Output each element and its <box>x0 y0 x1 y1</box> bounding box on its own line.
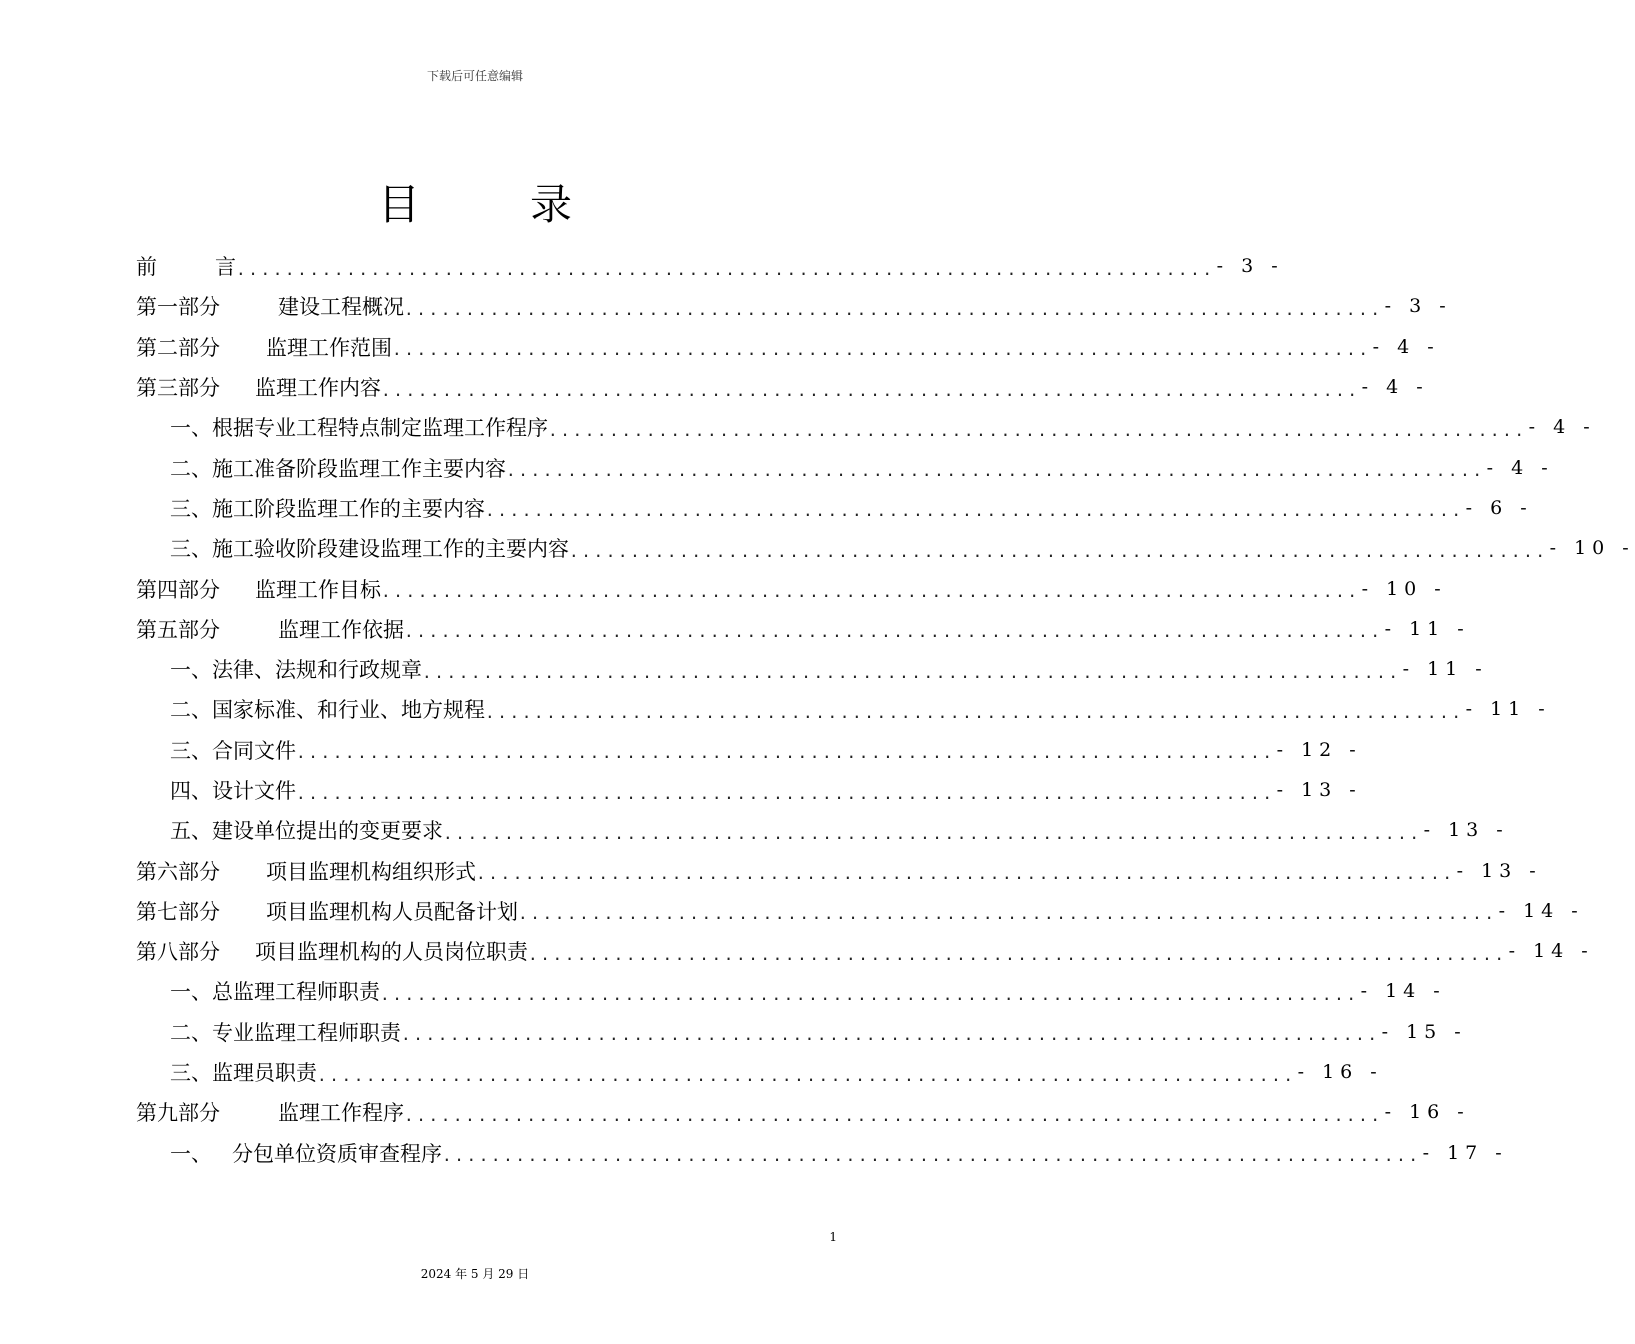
toc-entry-number: 第五部分 <box>136 617 220 642</box>
toc-entry-title: 监理工作目标 <box>255 577 381 602</box>
table-of-contents <box>136 246 1635 1173</box>
toc-entry-number: 第四部分 <box>136 577 220 602</box>
toc-leader-dots: ................................................................................ <box>569 541 1548 561</box>
toc-entry[interactable] <box>136 689 1551 729</box>
toc-entry-page: - 6 - <box>1465 496 1533 519</box>
toc-entry-page: - 10 - <box>1361 577 1447 600</box>
toc-entry[interactable] <box>136 568 1447 608</box>
toc-entry-number: 前 <box>136 255 157 280</box>
title-char-1: 目 <box>377 180 420 229</box>
toc-leader-dots: ................................................................................ <box>296 783 1275 803</box>
toc-entry-number: 第一部分 <box>136 295 220 320</box>
toc-entry-title: 专业监理工程师职责 <box>212 1020 401 1045</box>
toc-entry-page: - 13 - <box>1423 819 1509 842</box>
toc-entry-number: 五、 <box>170 819 212 844</box>
toc-entry-page: - 15 - <box>1381 1020 1467 1043</box>
toc-entry-number: 第六部分 <box>136 859 220 884</box>
toc-entry[interactable] <box>136 447 1554 487</box>
toc-entry[interactable] <box>136 1052 1383 1092</box>
toc-entry-page: - 14 - <box>1498 899 1584 922</box>
toc-entry[interactable] <box>136 850 1542 890</box>
toc-leader-dots: ................................................................................ <box>380 984 1359 1004</box>
toc-entry-title: 根据专业工程特点制定监理工作程序 <box>212 416 548 441</box>
footer-date: 2024 年 5 月 29 日 <box>420 1267 530 1281</box>
toc-entry-title: 监理工作范围 <box>266 335 392 360</box>
toc-entry[interactable] <box>136 528 1635 568</box>
toc-entry-page: - 16 - <box>1384 1101 1470 1124</box>
toc-leader-dots: ................................................................................ <box>518 904 1497 924</box>
title-char-2: 录 <box>530 180 573 229</box>
toc-entry[interactable] <box>136 246 1284 286</box>
toc-entry[interactable] <box>136 649 1488 689</box>
toc-leader-dots: ................................................................................ <box>548 420 1527 440</box>
toc-entry-number: 二、 <box>170 456 212 481</box>
toc-entry-title: 监理工作依据 <box>278 617 404 642</box>
toc-entry[interactable] <box>136 1092 1470 1132</box>
toc-entry[interactable] <box>136 488 1533 528</box>
toc-entry-title: 建设单位提出的变更要求 <box>212 819 443 844</box>
toc-leader-dots: ................................................................................ <box>422 662 1401 682</box>
toc-entry-title: 施工验收阶段建设监理工作的主要内容 <box>212 537 569 562</box>
toc-entry[interactable] <box>136 931 1594 971</box>
toc-entry[interactable] <box>136 730 1362 770</box>
toc-entry-page: - 3 - <box>1384 295 1452 318</box>
toc-entry-page: - 11 - <box>1384 617 1470 640</box>
toc-entry-number: 第二部分 <box>136 335 220 360</box>
toc-entry-page: - 4 - <box>1486 456 1554 479</box>
toc-entry[interactable] <box>136 327 1440 367</box>
toc-entry-title: 建设工程概况 <box>278 295 404 320</box>
toc-entry-number: 二、 <box>170 1020 212 1045</box>
toc-entry-number: 第七部分 <box>136 899 220 924</box>
toc-leader-dots: ................................................................................ <box>442 1146 1421 1166</box>
toc-entry-number: 三、 <box>170 1061 212 1086</box>
toc-leader-dots: ................................................................................ <box>401 1025 1380 1045</box>
toc-entry-number: 三、 <box>170 738 212 763</box>
toc-leader-dots: ................................................................................ <box>296 743 1275 763</box>
toc-leader-dots: ................................................................................ <box>443 823 1422 843</box>
toc-leader-dots: ................................................................................ <box>317 1065 1296 1085</box>
toc-entry-number: 一、 <box>170 1141 212 1166</box>
toc-entry-page: - 16 - <box>1297 1061 1383 1084</box>
toc-entry-page: - 17 - <box>1422 1141 1508 1164</box>
toc-leader-dots: ................................................................................ <box>381 380 1360 400</box>
header-note: 下载后可任意编辑 <box>426 69 523 83</box>
toc-entry[interactable] <box>136 407 1596 447</box>
toc-leader-dots: ................................................................................ <box>485 702 1464 722</box>
toc-entry-title: 施工阶段监理工作的主要内容 <box>212 496 485 521</box>
toc-entry-title: 项目监理机构的人员岗位职责 <box>255 940 528 965</box>
toc-entry[interactable] <box>136 891 1584 931</box>
toc-entry-title: 国家标准、和行业、地方规程 <box>212 698 485 723</box>
toc-leader-dots: ................................................................................ <box>392 340 1371 360</box>
toc-entry-page: - 4 - <box>1372 335 1440 358</box>
toc-leader-dots: ................................................................................ <box>506 461 1485 481</box>
toc-entry-number: 一、 <box>170 416 212 441</box>
toc-entry-title: 监理工作程序 <box>278 1101 404 1126</box>
toc-entry-number: 一、 <box>170 980 212 1005</box>
toc-entry[interactable] <box>136 1012 1467 1052</box>
toc-entry-title: 设计文件 <box>212 779 296 803</box>
toc-leader-dots: ................................................................................ <box>236 259 1215 279</box>
toc-entry[interactable] <box>136 971 1446 1011</box>
toc-entry-title: 项目监理机构人员配备计划 <box>266 899 518 924</box>
toc-entry-page: - 10 - <box>1549 537 1635 560</box>
toc-entry-number: 四、 <box>170 779 212 803</box>
toc-entry-title: 施工准备阶段监理工作主要内容 <box>212 456 506 481</box>
toc-entry-title: 言 <box>215 255 236 280</box>
toc-leader-dots: ................................................................................ <box>404 622 1383 642</box>
toc-leader-dots: ................................................................................ <box>528 944 1507 964</box>
toc-entry-page: - 11 - <box>1402 658 1488 681</box>
toc-entry-page: - 14 - <box>1508 940 1594 963</box>
toc-entry-page: - 3 - <box>1216 255 1284 278</box>
toc-entry-page: - 4 - <box>1361 376 1429 399</box>
toc-entry-page: - 11 - <box>1465 698 1551 721</box>
toc-leader-dots: ................................................................................ <box>404 1105 1383 1125</box>
toc-entry-number: 三、 <box>170 496 212 521</box>
toc-entry-number: 二、 <box>170 698 212 723</box>
toc-entry-title: 分包单位资质审查程序 <box>232 1141 442 1166</box>
toc-entry-page: - 14 - <box>1360 980 1446 1003</box>
toc-entry-number: 三、 <box>170 537 212 562</box>
toc-entry-number: 第三部分 <box>136 376 220 401</box>
toc-entry-number: 第八部分 <box>136 940 220 965</box>
page-title <box>0 172 950 232</box>
toc-entry[interactable] <box>136 1133 1508 1173</box>
toc-entry-title: 监理员职责 <box>212 1061 317 1086</box>
toc-leader-dots: ................................................................................ <box>404 299 1383 319</box>
toc-entry[interactable] <box>136 609 1470 649</box>
toc-entry-number: 一、 <box>170 658 212 683</box>
toc-leader-dots: ................................................................................ <box>381 582 1360 602</box>
toc-entry[interactable] <box>136 367 1429 407</box>
toc-entry-number: 第九部分 <box>136 1101 220 1126</box>
toc-entry[interactable] <box>136 286 1452 326</box>
toc-entry[interactable] <box>136 770 1362 810</box>
toc-entry-page: - 13 - <box>1456 859 1542 882</box>
toc-entry-title: 项目监理机构组织形式 <box>266 859 476 884</box>
toc-entry-page: - 4 - <box>1528 416 1596 439</box>
toc-entry-title: 监理工作内容 <box>255 376 381 401</box>
toc-entry-page: - 13 - <box>1276 779 1362 801</box>
page-number: 1 <box>829 1230 837 1244</box>
toc-entry-page: - 12 - <box>1276 738 1362 761</box>
toc-entry[interactable] <box>136 810 1509 850</box>
toc-leader-dots: ................................................................................ <box>476 864 1455 884</box>
toc-entry-title: 总监理工程师职责 <box>212 980 380 1005</box>
toc-entry-title: 合同文件 <box>212 738 296 763</box>
toc-entry-title: 法律、法规和行政规章 <box>212 658 422 683</box>
toc-leader-dots: ................................................................................ <box>485 501 1464 521</box>
